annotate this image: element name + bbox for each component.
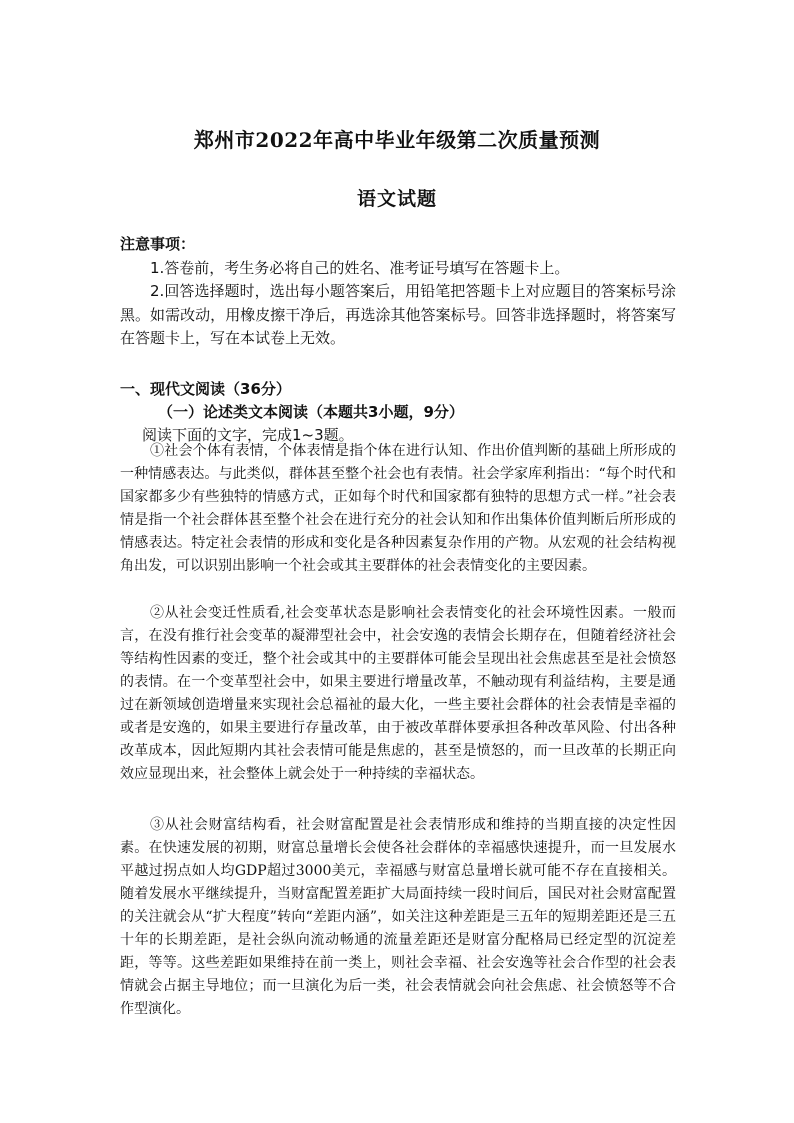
notice-heading: 注意事项： (120, 235, 196, 253)
paragraph-text: ②从社会变迁性质看,社会变革状态是影响社会表情变化的社会环境性因素。一般而言，在没有推行社会变革的凝滞型社会中，社会安逸的表情会长期存在，但随着经济社会等结构性因素的变迁，整个社会或其中的主要群体可能会呈现出社会焦虑甚至是社会愤怒的表情。在一个变革型社会中，如果主要进行增量改革，不触动现有利益结构，主要是通过在新领域创造增量来实现社会总福祉的最大化，一些主要社会群体的社会表情是幸福的或者是安逸的，如果主要进行存量改革，由于被改革群体要承担各种改革风险、付出各种改革成本，因此短期内其社会表情可能是焦虑的，甚至是愤怒的，而一旦改革的长期正向效应显现出来，社会整体上就会处于一种持续的幸福状态。 (120, 605, 676, 782)
exam-subject-title: 语文试题 (356, 188, 437, 210)
passage-paragraph-1 (120, 440, 676, 578)
passage-paragraph-2 (120, 602, 676, 786)
paragraph-text: ③从社会财富结构看，社会财富配置是社会表情形成和维持的当期直接的决定性因素。在快速发展的初期，财富总量增长会使各社会群体的幸福感快速提升，而一旦发展水平越过拐点如人均GDP超过3000美元，幸福感与财富总量增长就可能不存在直接相关。随着发展水平继续提升，当财富配置差距扩大局面持续一段时间后，国民对社会财富配置的关注就会从“扩大程度”转向“差距内涵”，如关注这种差距是三五年的短期差距还是三五十年的长期差距，是社会纵向流动畅通的流量差距还是财富分配格局已经定型的沉淀差距，等等。这些差距如果维持在前一类上，则社会幸福、社会安逸等社会合作型的社会表情就会占据主导地位；而一旦演化为后一类，社会表情就会向社会焦虑、社会愤怒等不合作型演化。 (120, 817, 676, 1017)
paragraph-text: ①社会个体有表情，个体表情是指个体在进行认知、作出价值判断的基础上所形成的一种情感表达。与此类似，群体甚至整个社会也有表情。社会学家库利指出：“每个时代和国家都多少有些独特的情感方式，正如每个时代和国家都有独特的思想方式一样。”社会表情是指一个社会群体甚至整个社会在进行充分的社会认知和作出集体价值判断后所形成的情感表达。特定社会表情的形成和变化是各种因素复杂作用的产物。从宏观的社会结构视角出发，可以识别出影响一个社会或其主要群体的社会表情变化的主要因素。 (120, 443, 676, 574)
exam-main-title: 郑州市2022年高中毕业年级第二次质量预测 (193, 128, 601, 152)
passage-paragraph-3 (120, 814, 676, 1021)
subsection-heading: （一）论述类文本阅读（本题共3小题，9分） (158, 403, 464, 421)
reading-section-header (120, 378, 676, 447)
notice-item-2: 2.回答选择题时，选出每小题答案后，用铅笔把答题卡上对应题目的答案标号涂黑。如需改动，用橡皮擦干净后，再选涂其他答案标号。回答非选择题时，将答案写在答题卡上，写在本试卷上无效。 (120, 282, 676, 347)
notice-section (120, 233, 676, 351)
section-heading: 一、现代文阅读（36分） (120, 380, 291, 398)
reading-instruction: 阅读下面的文字，完成1~3题。 (142, 426, 354, 444)
notice-item-1: 1.答卷前，考生务必将自己的姓名、准考证号填写在答题卡上。 (150, 258, 570, 277)
